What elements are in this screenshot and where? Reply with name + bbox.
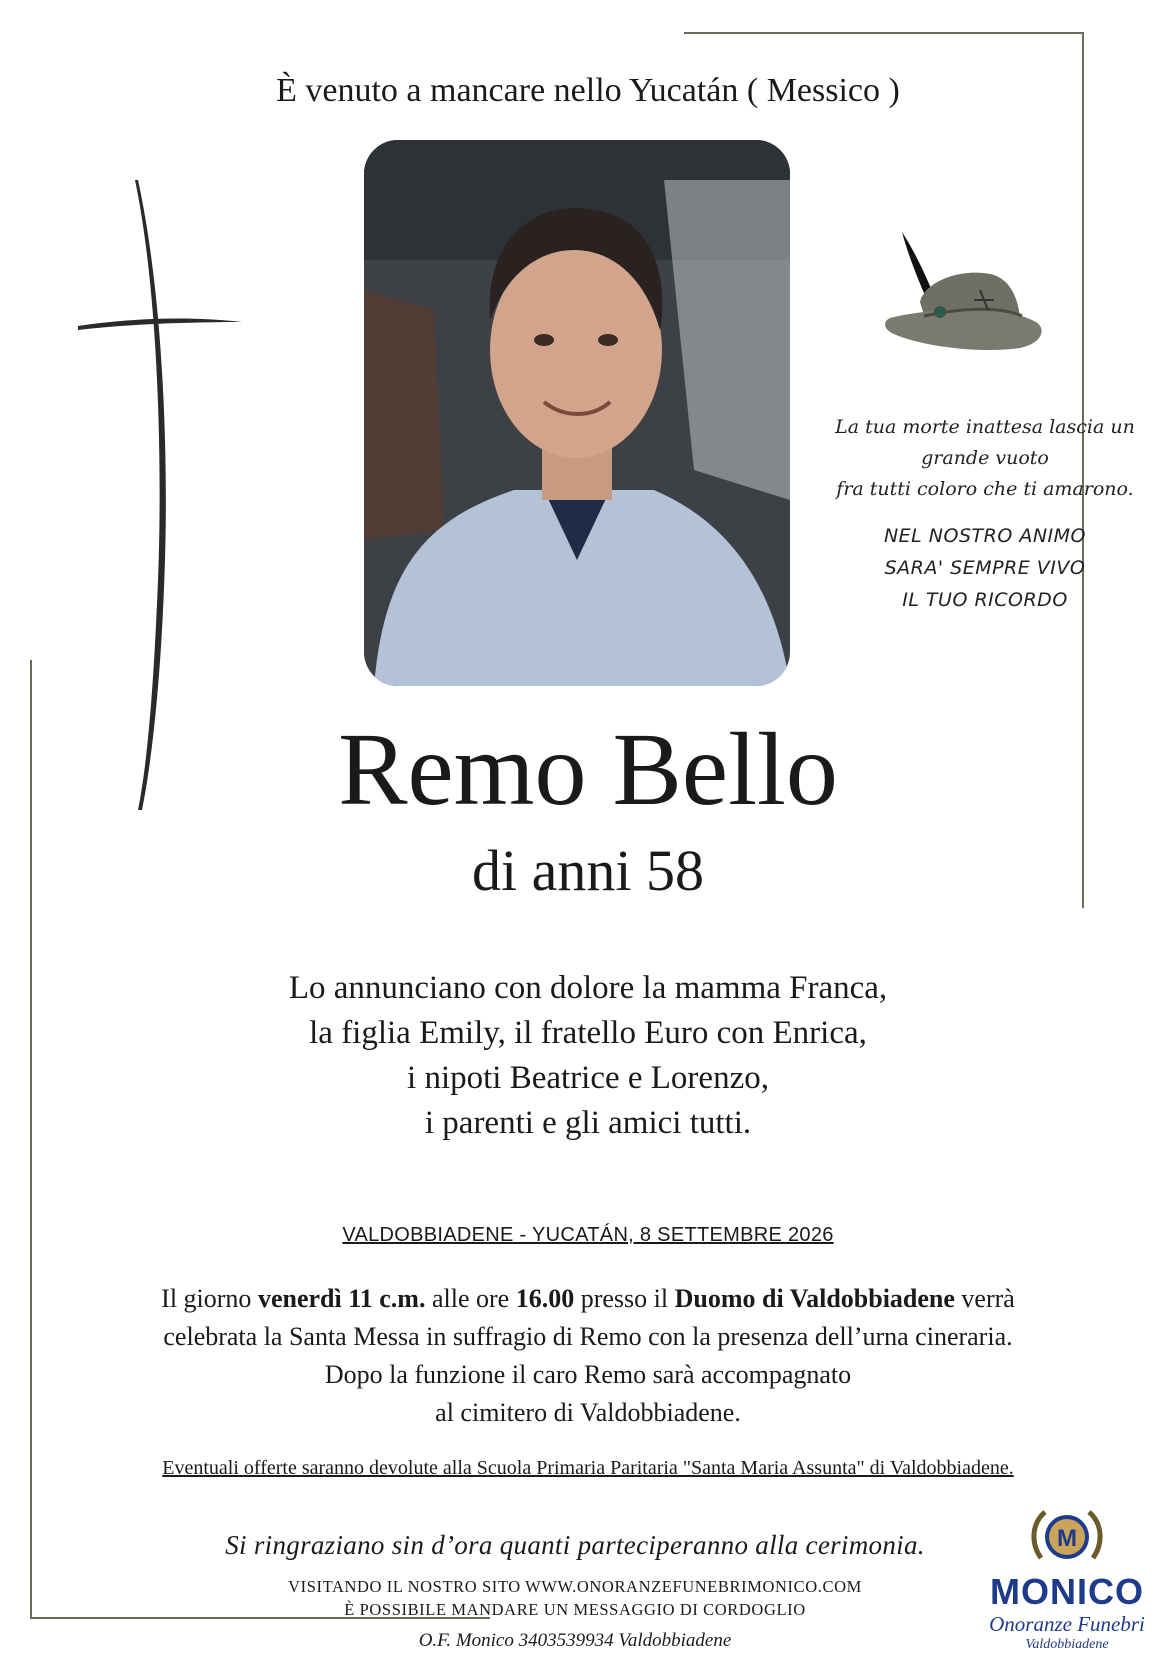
portrait-illustration [364, 140, 790, 686]
ceremony-line [0, 1280, 1176, 1318]
ceremony-text: alle ore [425, 1284, 516, 1313]
ceremony-text: Il giorno [161, 1284, 258, 1313]
announcement-line: Lo annunciano con dolore la mamma Franca, [288, 970, 888, 1006]
thanks-text: Si ringraziano sin d’ora quanti parteciperanno alla cerimonia. [225, 1530, 925, 1560]
ceremony-line: Dopo la funzione il caro Remo sarà accompagnato [324, 1360, 852, 1389]
donations-note: Eventuali offerte saranno devolute alla Scuola Primaria Paritaria "Santa Maria Assunta" di Valdobbiadene. [162, 1457, 1014, 1479]
poem-caps-line: SARA' SEMPRE VIVO [884, 557, 1086, 579]
ceremony-line: al cimitero di Valdobbiadene. [435, 1398, 741, 1427]
portrait-photo [364, 140, 790, 686]
deceased-name: Remo Bello [338, 712, 838, 827]
website-line: VISITANDO IL NOSTRO SITO WWW.ONORANZEFUNEBRIMONICO.COM [288, 1577, 862, 1596]
logo-word: MONICO [990, 1571, 1144, 1612]
poem-caps [820, 520, 1150, 616]
ceremony-line: celebrata la Santa Messa in suffragio di Remo con la presenza dell’urna cineraria. [163, 1322, 1013, 1351]
announcement [0, 966, 1176, 1146]
laurel-emblem-icon [1027, 1504, 1107, 1570]
deceased-age: di anni 58 [472, 838, 704, 903]
poem-line: grande vuoto [921, 447, 1049, 469]
monico-logo [972, 1504, 1162, 1664]
contact-line: O.F. Monico 3403539934 Valdobbiadene [418, 1630, 732, 1651]
poem-text [820, 412, 1150, 505]
frame-line-top [684, 32, 1084, 34]
ceremony-details [0, 1280, 1176, 1432]
announcement-line: i nipoti Beatrice e Lorenzo, [407, 1060, 769, 1096]
ceremony-day: venerdì 11 c.m. [257, 1284, 426, 1313]
logo-subtitle: Onoranze Funebri [989, 1612, 1145, 1636]
website-line: È POSSIBILE MANDARE UN MESSAGGIO DI CORDOGLIO [344, 1600, 806, 1619]
ceremony-venue: Duomo di Valdobbiadene [674, 1284, 955, 1313]
poem-caps-line: IL TUO RICORDO [902, 589, 1068, 611]
alpine-hat-icon [880, 232, 1060, 382]
ceremony-time: 16.00 [515, 1284, 575, 1313]
ceremony-text: presso il [574, 1284, 675, 1313]
announcement-line: la figlia Emily, il fratello Euro con Enrica, [309, 1015, 867, 1051]
logo-letter: M [1057, 1525, 1077, 1552]
announcement-line: i parenti e gli amici tutti. [424, 1105, 752, 1141]
poem-caps-line: NEL NOSTRO ANIMO [883, 525, 1087, 547]
logo-city: Valdobbiadene [1025, 1637, 1109, 1652]
header-text: È venuto a mancare nello Yucatán ( Messico ) [276, 72, 900, 109]
ceremony-text: verrà [954, 1284, 1015, 1313]
place-date: VALDOBBIADENE - YUCATÁN, 8 SETTEMBRE 2026 [342, 1224, 834, 1246]
poem-line: fra tutti coloro che ti amarono. [836, 478, 1134, 500]
poem-line: La tua morte inattesa lascia un [835, 416, 1135, 438]
